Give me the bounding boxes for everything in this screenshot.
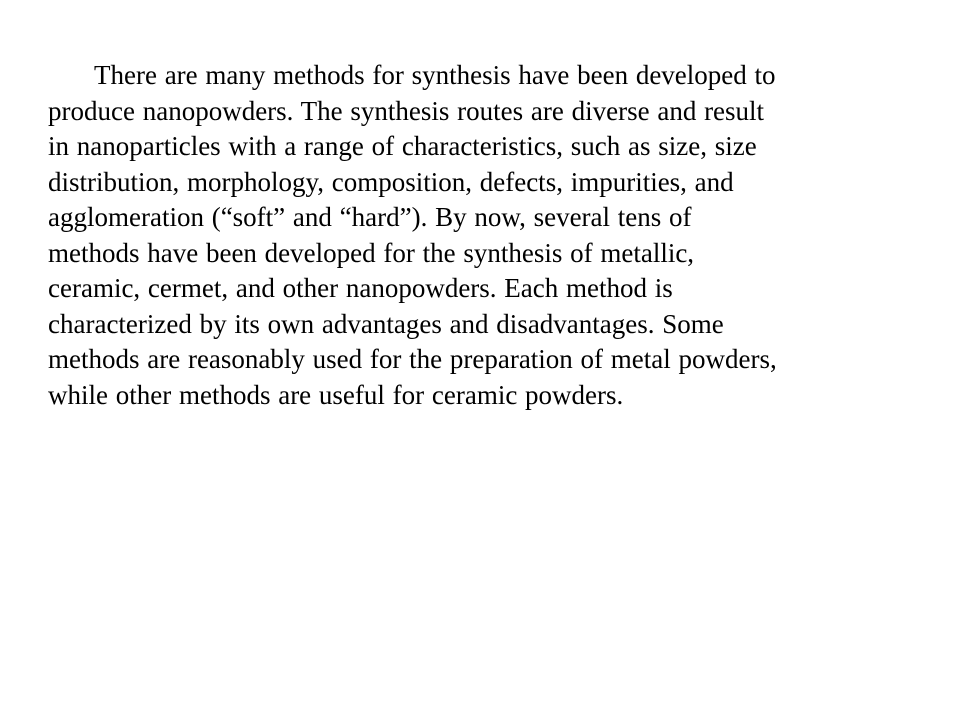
paragraph-line-8: characterized by its own advantages and disadvantages. Some <box>48 308 724 339</box>
paragraph-line-5: agglomeration (“soft” and “hard”). By now, several tens of <box>48 202 692 232</box>
paragraph-line-9: methods are reasonably used for the preparation of metal powders, <box>48 344 777 374</box>
paragraph-line-6: methods have been developed for the synthesis of metallic, <box>48 237 695 268</box>
body-paragraph <box>48 58 928 413</box>
paragraph-line-1: There are many methods for synthesis have been developed to <box>94 60 776 90</box>
paragraph-line-2: produce nanopowders. The synthesis routes are diverse and result <box>48 95 765 126</box>
paragraph-line-3: in nanoparticles with a range of characteristics, such as size, size <box>48 131 757 161</box>
paragraph-line-4: distribution, morphology, composition, defects, impurities, and <box>48 166 734 197</box>
paragraph-line-7: ceramic, cermet, and other nanopowders. Each method is <box>48 273 673 303</box>
paragraph-line-10: while other methods are useful for ceramic powders. <box>48 379 624 410</box>
